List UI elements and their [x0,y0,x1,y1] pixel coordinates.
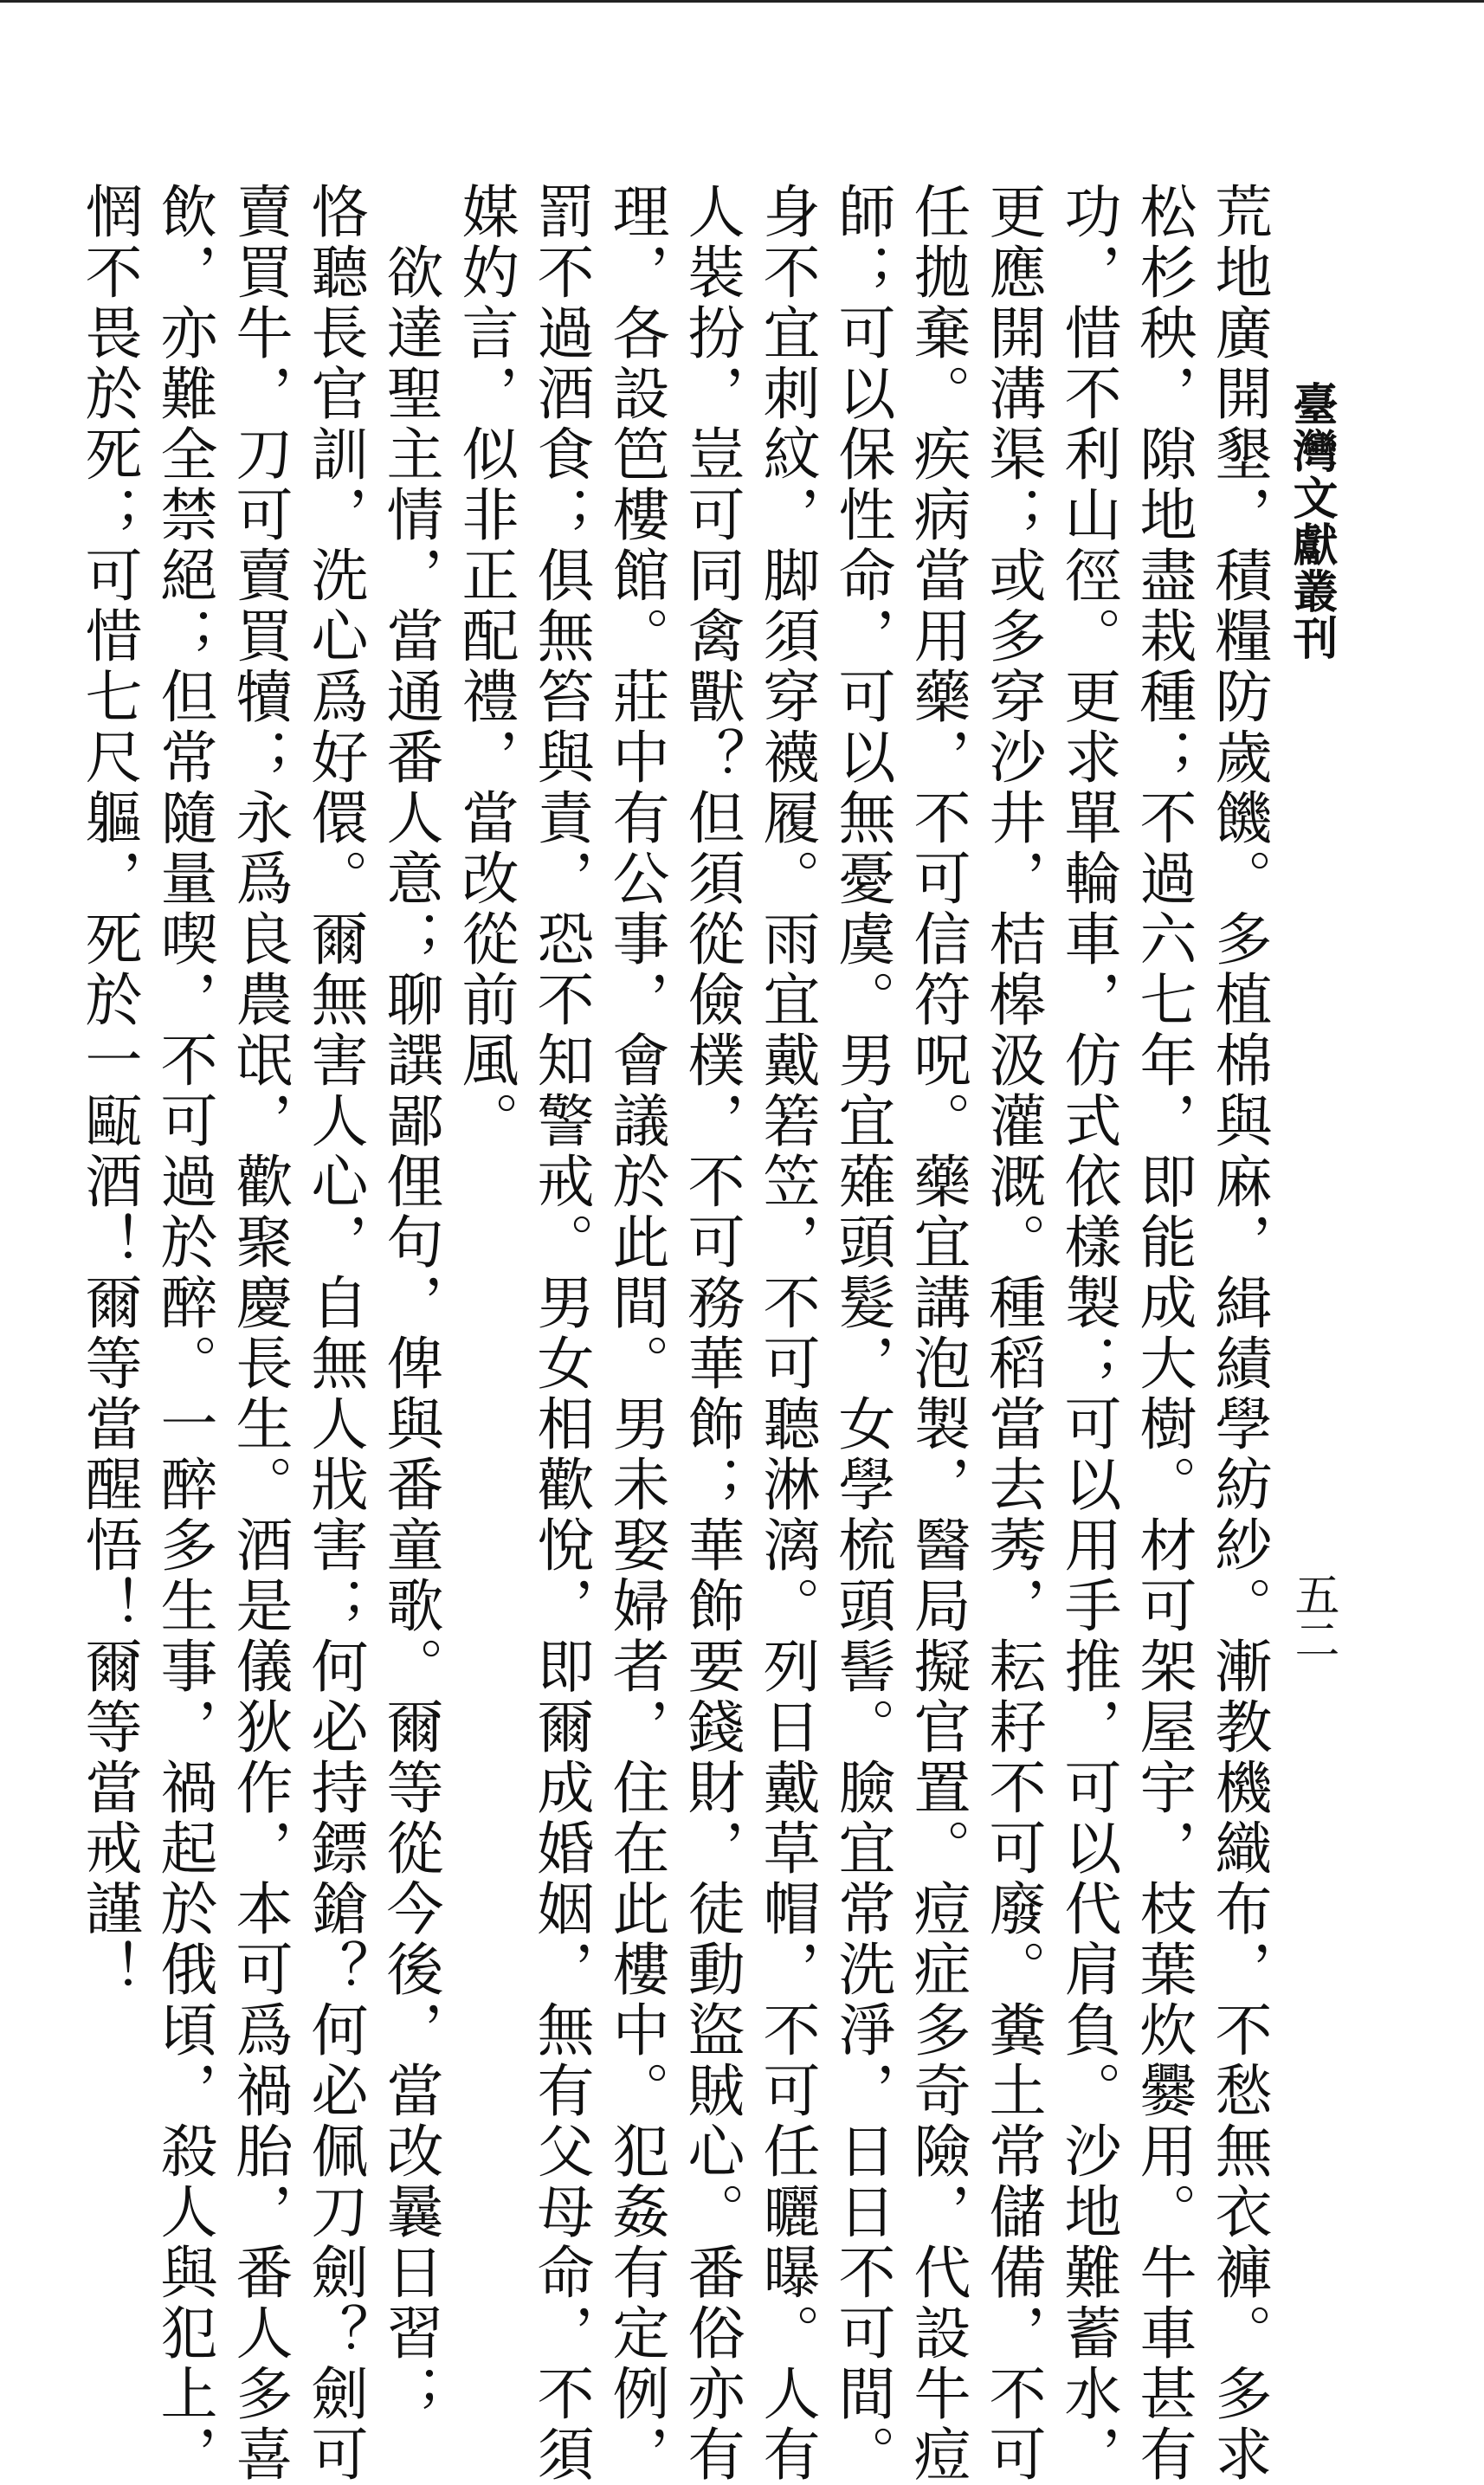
text-column: 媒妁言，似非正配禮，當改從前風。 [452,182,519,1152]
text-column: 賣買牛，刀可賣買犢；永爲良農氓，歡聚慶長生。酒是儀狄作，本可爲禍胎，番人多喜 [226,182,293,2485]
page-number: 五二 [1287,1572,1339,1662]
text-column: 人裝扮，豈可同禽獸？但須從儉樸，不可務華飾；華飾要錢財，徒動盜賊心。番俗亦有 [678,182,745,2485]
text-column: 理，各設笆樓館。莊中有公事，會議於此間。男未娶婦者，住在此樓中。犯姦有定例， [603,182,669,2485]
text-column: 飲，亦難全禁絕；但常隨量喫，不可過於醉。一醉多生事，禍起於俄頃，殺人與犯上， [151,182,217,2485]
text-column: 恪聽長官訓，洗心爲好儇。爾無害人心，自無人戕害；何必持鏢鎗？何必佩刀劍？劍可 [301,182,368,2485]
text-column: 欲達聖主情，當通番人意；聊譔鄙俚句，俾與番童歌。爾等從今後，當改曩日習； [377,182,443,2424]
text-column: 松杉秧，隙地盡栽種；不過六七年，即能成大樹。材可架屋宇，枝葉炊爨用。牛車甚有 [1130,182,1197,2485]
text-column: 罰不過酒食；俱無笞與責，恐不知警戒。男女相歡悅，即爾成婚姻，無有父母命，不須 [527,182,594,2485]
running-head-series-title: 臺灣文獻叢刊 [1285,381,1338,662]
body-text [71,182,1276,2485]
text-column: 更應開溝渠；或多穿沙井，桔槔汲灌溉。種稻當去莠，耘耔不可廢。糞土常儲備，不可 [979,182,1046,2485]
text-column: 荒地廣開墾，積糧防歲饑。多植棉與麻，緝績學紡紗。漸教機織布，不愁無衣褲。多求 [1205,182,1272,2485]
text-column: 惘不畏於死；可惜七尺軀，死於一甌酒！爾等當醒悟！爾等當戒謹！ [75,182,142,2000]
text-column: 身不宜刺紋，脚須穿襪履。雨宜戴箬笠，不可聽淋漓。列日戴草帽，不可任曬曝。人有 [753,182,820,2485]
top-border-rule [0,0,1484,3]
text-column: 任拋棄。疾病當用藥，不可信符呪。藥宜講泡製，醫局擬官置。痘症多奇險，代設牛痘 [904,182,971,2485]
text-column: 功，惜不利山徑。更求單輪車，仿式依樣製；可以用手推，可以代肩負。沙地難蓄水， [1055,182,1121,2485]
text-column: 師；可以保性命，可以無憂虞。男宜薙頭髮，女學梳頭髻。臉宜常洗淨，日日不可間。 [829,182,895,2485]
